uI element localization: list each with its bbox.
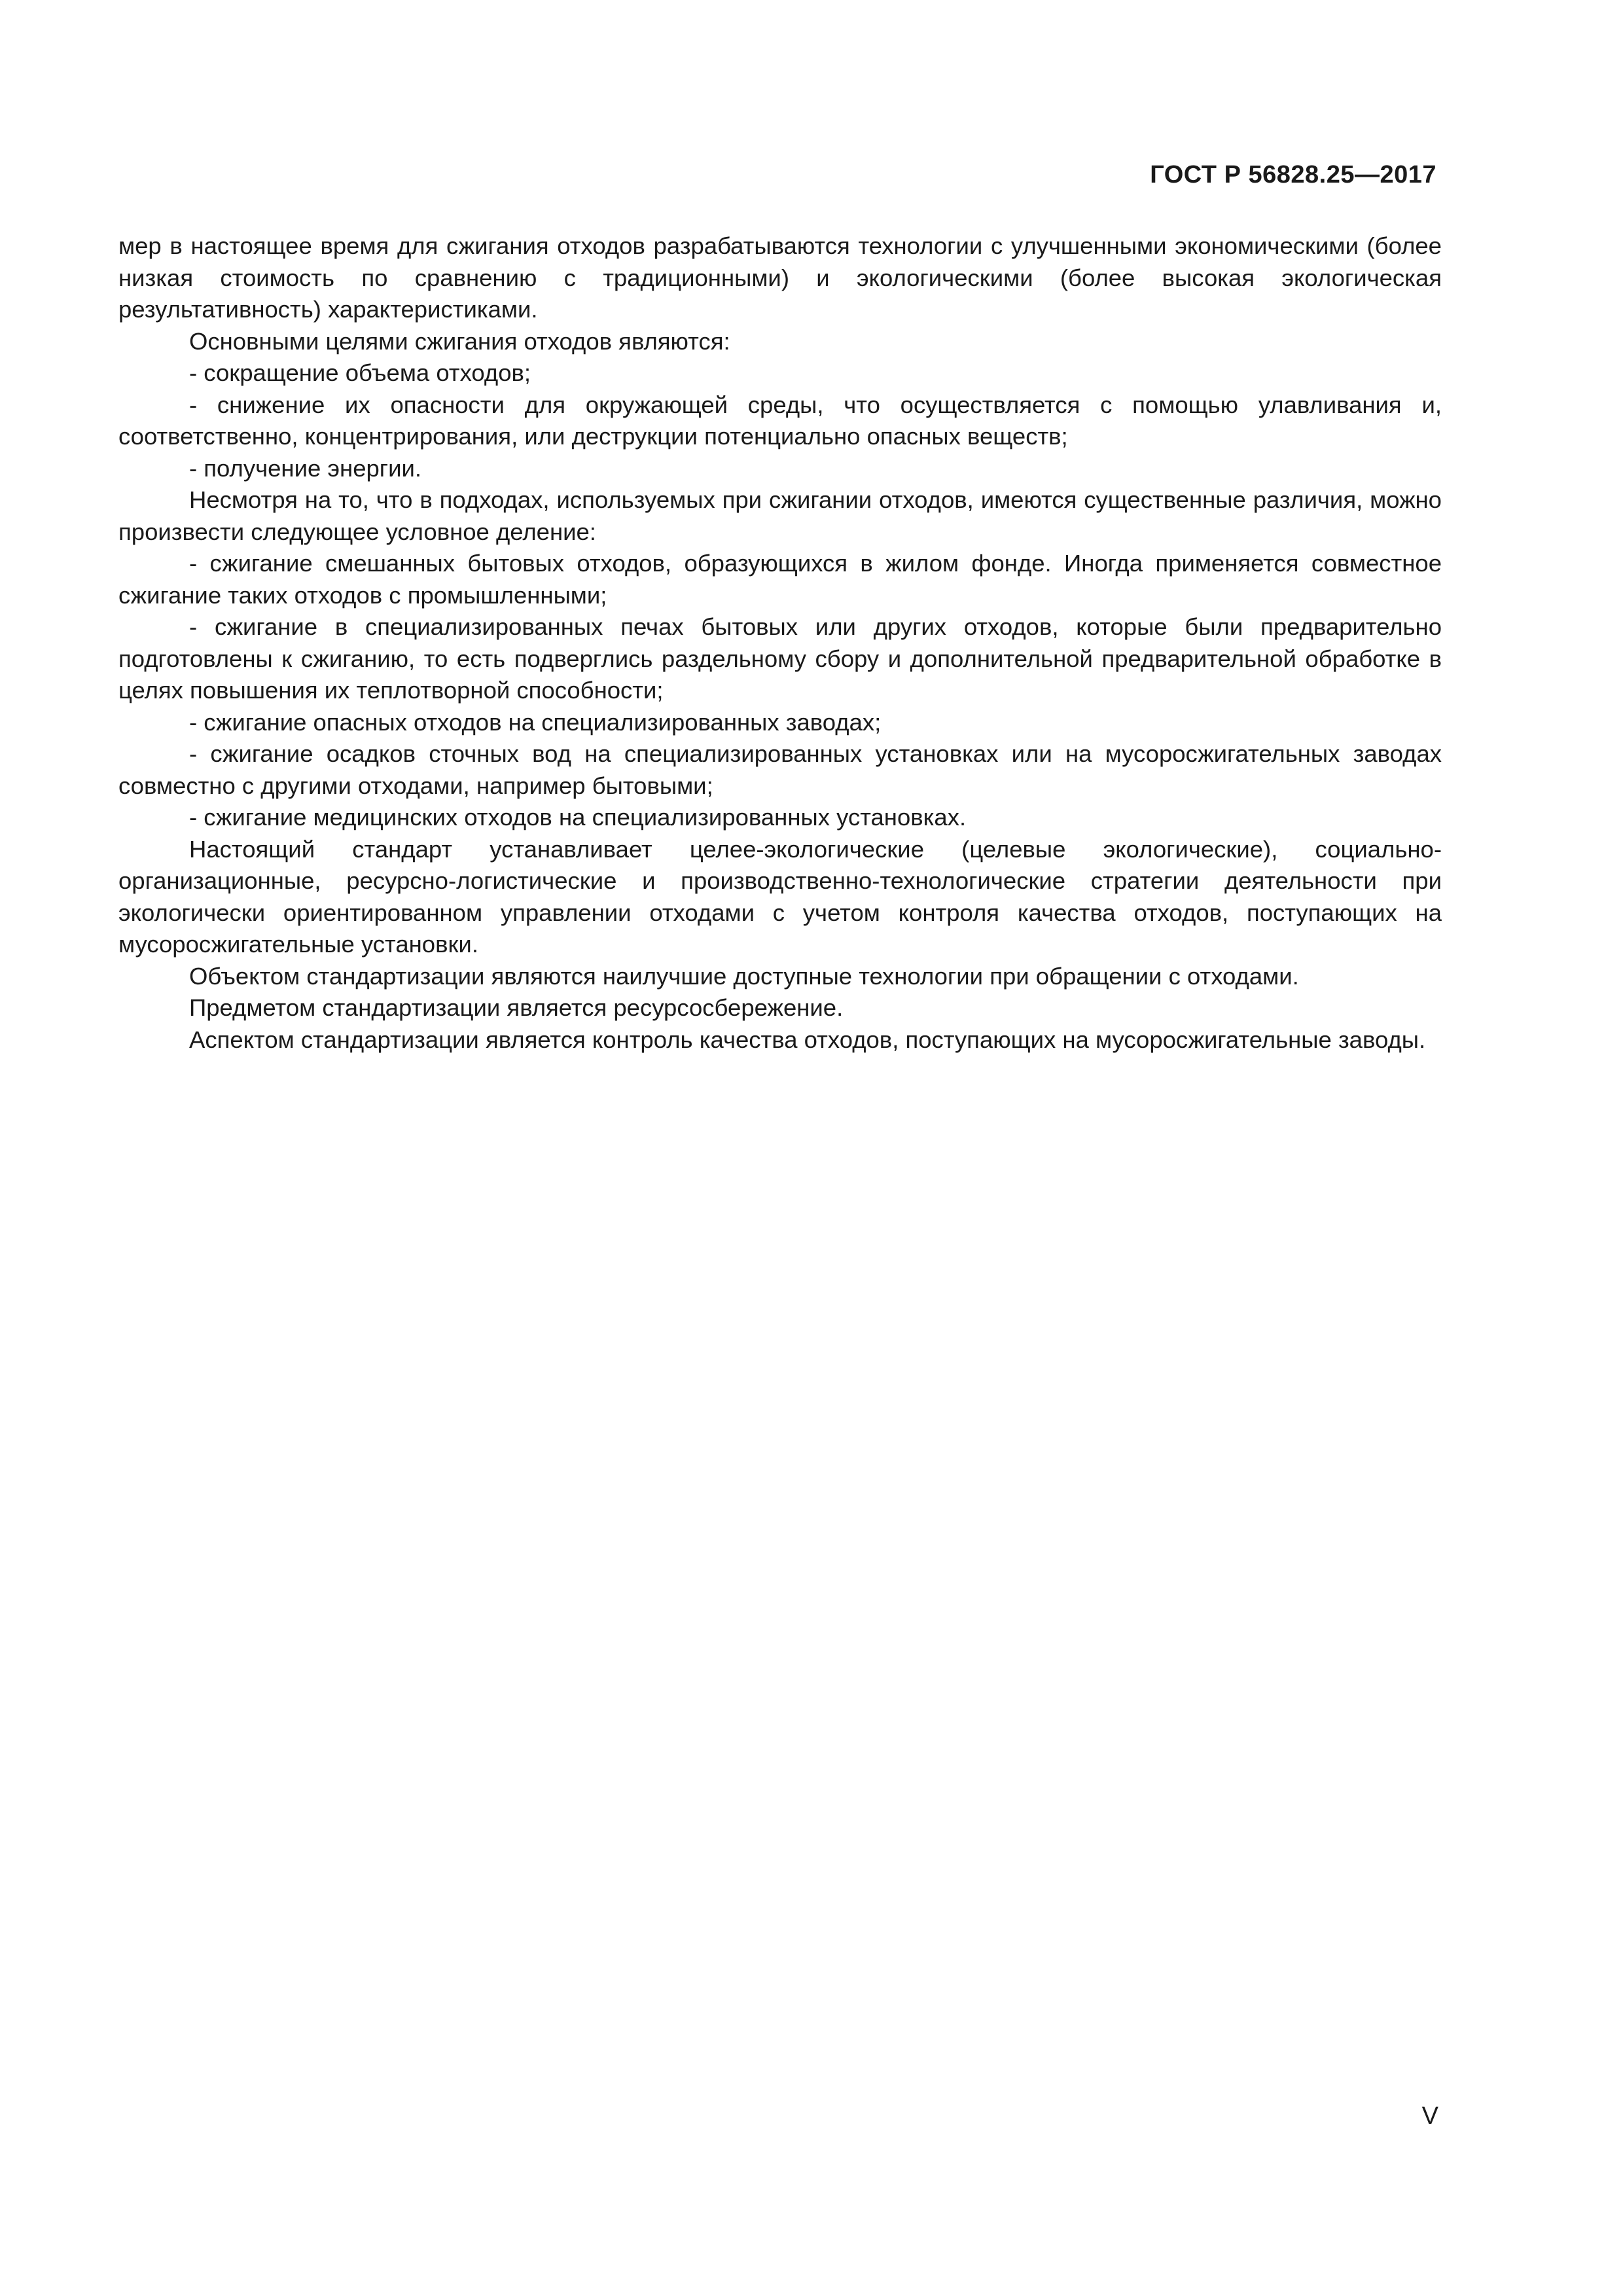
list-item-volume-reduction: - сокращение объема отходов;: [189, 359, 531, 386]
paragraph-goals-intro: Основными целями сжигания отходов являются:: [189, 327, 730, 355]
list-item-hazard-reduction: - снижение их опасности для окружающей среды, что осуществляется с помощью улавливания и, соответственно, концентрирования, или деструкции потенциально опасных веществ;: [118, 391, 1442, 450]
paragraph-standard-scope: Настоящий стандарт устанавливает целее-экологические (целевые экологические), социально-организационные, ресурсно-логистические и производственно-технологические стратегии деятельности при экологически ориентированном управлении отходами с учетом контроля качества отходов, поступающих на мусоросжигательные установки.: [118, 835, 1442, 958]
list-item-medical-waste: - сжигание медицинских отходов на специализированных установках.: [189, 804, 967, 831]
paragraph-standardization-aspect: Аспектом стандартизации является контроль качества отходов, поступающих на мусоросжигательные заводы.: [189, 1026, 1426, 1053]
list-item-energy-recovery: - получение энергии.: [189, 454, 422, 482]
list-item-sewage-sludge: - сжигание осадков сточных вод на специализированных установках или на мусоросжигательных заводах совместно с другими отходами, например бытовыми;: [118, 740, 1442, 799]
paragraph-classification-intro: Несмотря на то, что в подходах, используемых при сжигании отходов, имеются существенные различия, можно произвести следующее условное деление:: [118, 486, 1442, 545]
document-body: [118, 230, 1442, 1056]
paragraph-standardization-subject: Предметом стандартизации является ресурсосбережение.: [189, 994, 844, 1021]
document-standard-code: ГОСТ Р 56828.25—2017: [1150, 161, 1436, 188]
list-item-pretreated-waste: - сжигание в специализированных печах бытовых или других отходов, которые были предварительно подготовлены к сжиганию, то есть подверглись раздельному сбору и дополнительной предварительной обработке в целях повышения их теплотворной способности;: [118, 613, 1442, 704]
paragraph-standardization-object: Объектом стандартизации являются наилучшие доступные технологии при обращении с отходами.: [189, 962, 1299, 990]
list-item-municipal-waste: - сжигание смешанных бытовых отходов, образующихся в жилом фонде. Иногда применяется совместное сжигание таких отходов с промышленными;: [118, 550, 1442, 609]
list-item-hazardous-waste: - сжигание опасных отходов на специализированных заводах;: [189, 708, 882, 736]
page-number: V: [1421, 2102, 1438, 2130]
paragraph-continuation: мер в настоящее время для сжигания отходов разрабатываются технологии с улучшенными экономическими (более низкая стоимость по сравнению с традиционными) и экологическими (более высокая экологическая результативность) характеристиками.: [118, 232, 1442, 323]
